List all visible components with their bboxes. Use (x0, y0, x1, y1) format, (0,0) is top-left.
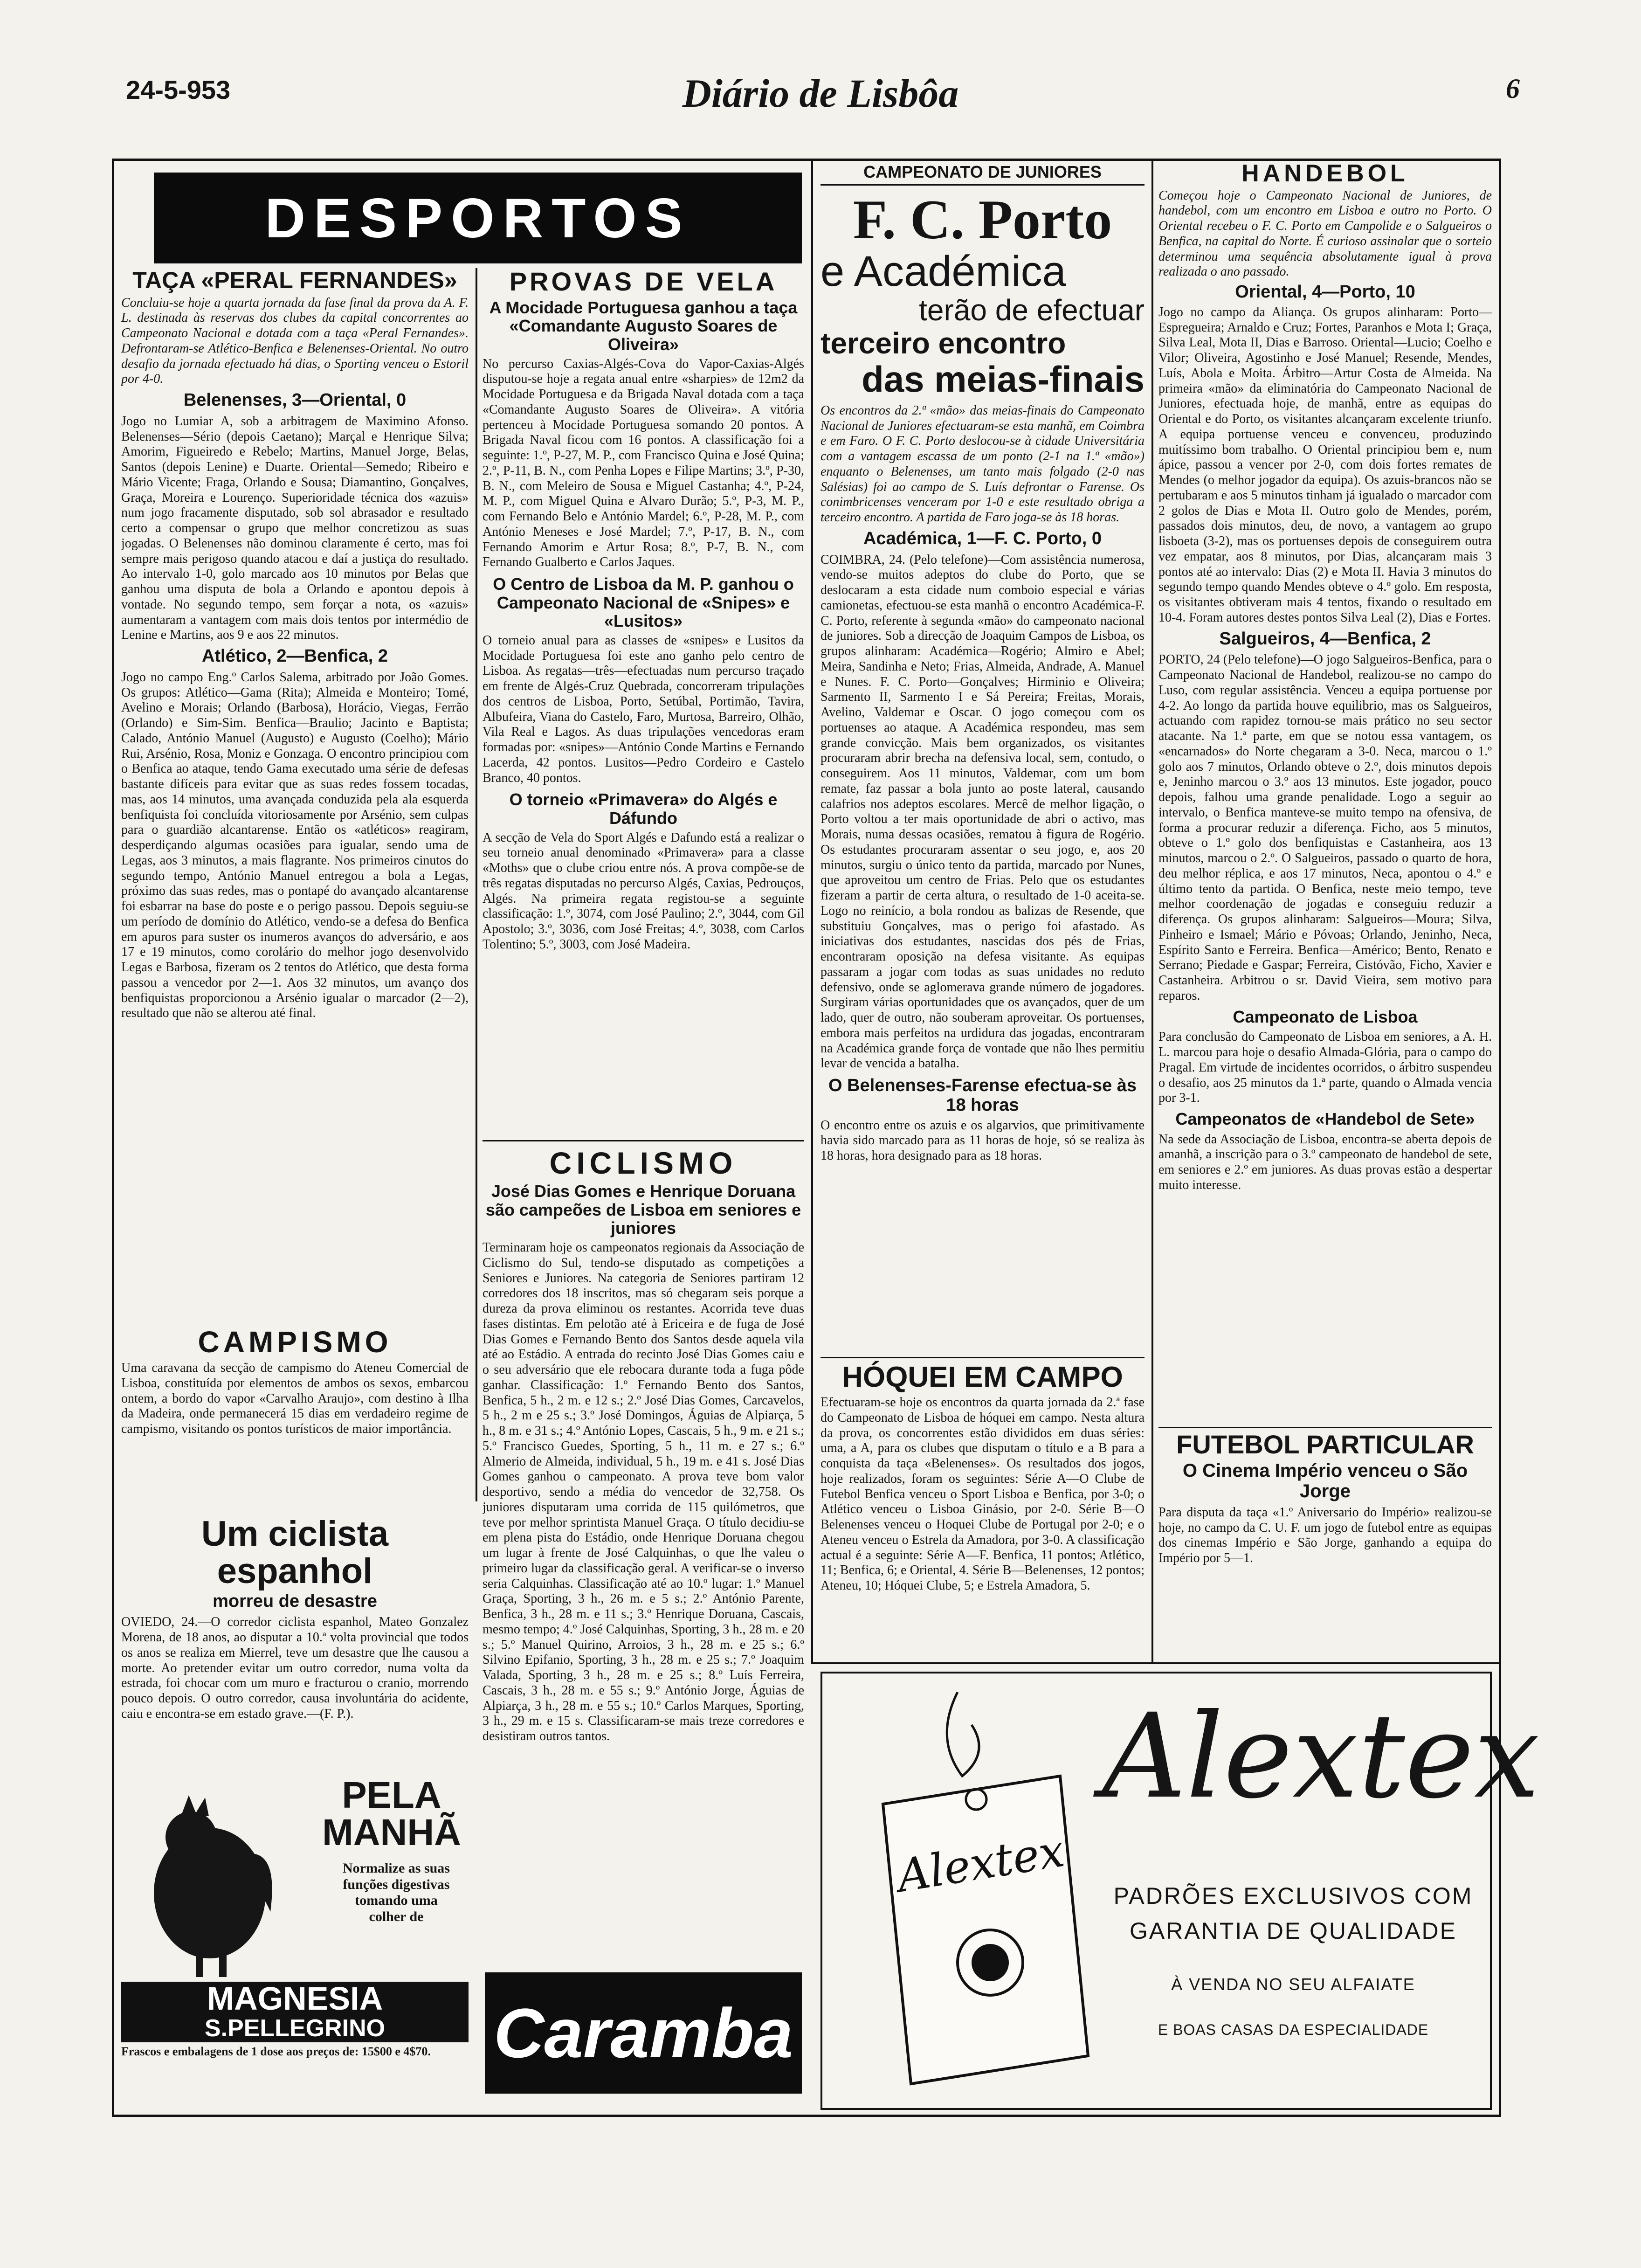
campismo-headline: CAMPISMO (198, 1327, 392, 1359)
rooster-icon (131, 1795, 284, 1982)
vela-sub2: O Centro de Lisboa da M. P. ganhou o Campeonato Nacional de «Snipes» e «Lusitos» (493, 574, 794, 631)
handebol-sub-salgueiros: Salgueiros, 4—Benfica, 2 (1219, 629, 1431, 649)
juniores-sub-academica: Académica, 1—F. C. Porto, 0 (863, 528, 1102, 548)
taca-headline: TAÇA «PERAL FERNANDES» (132, 268, 457, 293)
alextex-line3: À VENDA NO SEU ALFAIATE (1171, 1975, 1415, 1994)
newspaper-title: Diário de Lisbôa (682, 71, 959, 116)
handebol-sub-oriental: Oriental, 4—Porto, 10 (1235, 282, 1415, 302)
section-rule (811, 1662, 1501, 1664)
ciclismo-section (483, 1147, 804, 1958)
alextex-ad (820, 1672, 1540, 2110)
taca-sub-belenenses: Belenenses, 3—Oriental, 0 (183, 390, 407, 410)
page-number: 6 (1506, 73, 1520, 104)
desportos-banner: DESPORTOS (154, 173, 802, 263)
column-handebol (1158, 161, 1492, 1424)
handebol-body-oriental: Jogo no campo da Aliança. Os grupos alinharam: Porto—Espregueira; Arnaldo e Cruz; Fortes, Paranhos e Mota I; Graça, Silva Leal, Mota II, Dias e Barroso. Oriental—Lucio; Coelho e Vilor; Oliveira, Agostinho e José Manuel; Resende, Mendes, Luís, Abola e Moita. Árbitro—Artur Costa de Almeida. Na primeira «mão» da eliminatória do Campeonato Nacional de Juniores, efectuada hoje, de manhã, entre as equipas do Oriental e do Porto, os visitantes alcançaram excelente triunfo. A equipa portuense venceu e convenceu, produzindo muitíssimo bom trabalho. O Oriental principiou bem e, num ápice, passou a vencer por 2-0, com dois fortes remates de Mendes (o melhor jogador da equipa). Os azuis-brancos não se pertubaram e aos 5 minutos tinham já igualado o marcador com 2 golos de Dias e Mota II. Outro golo de Mendes, porém, passados dois minutos, deu, de novo, a vantagem ao grupo lisboeta (3-2), mas os portuenses depois de conseguirem outra vez empatar, aos 8 minutos, por Dias, alcançaram mais 3 pontos até ao intervalo: Dias (2) e Mota II. Havia 3 minutos do segundo tempo quando Mendes obteve o 4.º golo. Em resposta, os visitantes obtiveram mais 4 tentos, fixando o resultado em 10-4. Foram autores destes pontos Silva Leal (2), Dias e Fortes. (1158, 304, 1492, 625)
magnesia-brand-box (121, 1982, 469, 2042)
juniores-kicker: CAMPEONATO DE JUNIORES (820, 161, 1145, 186)
alextex-line1: PADRÕES EXCLUSIVOS COM (1113, 1883, 1473, 1909)
hoquei-section (820, 1357, 1145, 1660)
handebol-body-sete: Na sede da Associação de Lisboa, encontra-se aberta depois de amanhã, a inscrição para o 3.º campeonato de handebol de sete, em seniores e 2.º em juniores. As duas provas estão a despertar muito interesse. (1158, 1132, 1492, 1192)
hoquei-body: Efectuaram-se hoje os encontros da quarta jornada da 2.ª fase do Campeonato de Lisboa de hóquei em campo. Nesta altura da prova, os concorrentes estão divididos em duas séries: uma, a A, para os clubes que disputam o título e a B para a conquista da taça «Belenenses». Os resultados dos jogos, hoje realizados, foram os seguintes: Série A—O Clube de Futebol Benfica venceu o Sport Lisboa e Benfica, por 3-0; o Atlético venceu o Lisboa Ginásio, por 2-0. Série B—O Belenenses venceu o Hoquei Clube de Portugal por 2-0; e o Ateneu venceu o Estrela da Amadora, por 3-0. A classificação actual é a seguinte: Série A—F. Benfica, 11 pontos; Atlético, 11; Benfica, 6; e Oriental, 4. Série B—Belenenses, 12 pontos; Ateneu, 10; Hóquei Clube, 5; e Estrela Amadora, 5. (820, 1395, 1145, 1593)
juniores-headline2: e Académica (820, 247, 1066, 295)
hoquei-headline: HÓQUEI EM CAMPO (820, 1357, 1145, 1392)
column-taca (121, 268, 469, 1508)
caramba-ad: Caramba (485, 1972, 802, 2094)
issue-date: 24-5-953 (126, 75, 231, 104)
magnesia-tagline: Normalize as suas funções digestivas tomando uma colher de (343, 1860, 450, 1924)
handebol-sub-lisboa: Campeonato de Lisboa (1233, 1007, 1418, 1026)
ciclismo-body: Terminaram hoje os campeonatos regionais da Associação de Ciclismo do Sul, tendo-se disputado as competições a Seniores e Juniores. Na categoria de Seniores partiram 12 corredores dos 18 inscritos, mas só chegaram seis porque a dureza da prova eliminou os restantes. Acorrida teve duas fases distintas. Em pelotão até à Ericeira e de fuga de José Dias Gomes e Fernando Bento dos Santos desde aquela vila até ao Estádio. A entrada do recinto José Dias Gomes caiu e o seu adversário que ele rebocara durante toda a fuga pôde ganhar. Classificação: 1.º Fernando Bento dos Santos, Benfica, 5 h., 2 m. e 12 s.; 2.º José Dias Gomes, Carcavelos, 5 h., 2 m e 25 s.; 3.º José Domingos, Águias de Alpiarça, 5 h., 8 m. e 31 s.; 4.º António Lopes, Cascais, 5 h., 9 m. e 21 s.; 5.º Francisco Guedes, Sporting, 5 h., 11 m. e 27 s.; 6.º Almerio de Almeida, individual, 5 h., 19 m. e 41 s. José Dias Gomes ganhou o campeonato. A prova teve bom valor desportivo, sendo a média do vencedor de 32,758. Os juniores disputaram uma corrida de 115 quilómetros, que teve por melhor sprintista Manuel Graça. O título decidiu-se em plena pista do Estádio, onde Henrique Doruana chegou um lugar à frente de José Calquinhas, o que lhe valeu o primeiro lugar da classificação geral. A verificar-se o inverso seria Calquinhas. Classificação até ao 10.º lugar: 1.º Manuel Graça, Sporting, 3 h., 26 m. e 5 s.; 2.º António Parente, Benfica, 3 h., 28 m. e 11 s.; 3.º Henrique Doruana, Cascais, mesmo tempo; 4.º José Calquinhas, Sporting, 3 h., 28 m. e 20 s.; 5.º Manuel Quirino, Arroios, 3 h., 28 m. e 25 s.; 6.º Silvino Epifanio, Sporting, 3 h., 28 m. e 25 s.; 7.º Joaquim Valada, Sporting, 3 h., 28 m. e 25 s.; 8.º Luís Ferreira, Cascais, 3 h., 28 m. e 55 s.; 9.º António Jorge, Águias de Alpiarça, 3 h., 28 m. e 55 s.; 10.º Carlos Marques, Sporting, 3 h., 29 m. e 15 s. Classificaram-se mais treze corredores e desistiram outros tantos. (483, 1240, 804, 1744)
magnesia-ad (121, 1774, 469, 2061)
magnesia-line1: PELA (342, 1774, 441, 1816)
handebol-headline: HANDEBOL (1241, 161, 1409, 187)
taca-sub-atletico: Atlético, 2—Benfica, 2 (201, 646, 388, 666)
vela-sub: A Mocidade Portuguesa ganhou a taça «Comandante Augusto Soares de Oliveira» (489, 297, 798, 354)
juniores-headline5: das meias-finais (862, 358, 1145, 400)
futebol-section (1158, 1427, 1492, 1658)
vela-body: No percurso Caxias-Algés-Cova do Vapor-Caxias-Algés disputou-se hoje a regata anual entre «sharpies» de 12m2 da Mocidade Portuguesa e da Brigada Naval dotada com a taça «Comandante Augusto Soares de Oliveira». A vitória pertenceu à Mocidade Portuguesa somando 20 pontos. A Brigada Naval ficou com 16 pontos. A classificação foi a seguinte: 1.º, P-27, M. P., com Francisco Quina e José Quina; 2.º, P-11, B. N., com Penha Lopes e Filipe Martins; 3.º, P-30, B. N., com Meleiro de Sousa e Miguel Castanha; 4.º, P-24, M. P., com Miguel Quina e Alvaro Durão; 5.º, P-3, M. P., com Fernando Belo e António Mardel; 6.º, P-28, M. P., com António Meneses e José Mardel; 7.º, P-17, B. N., com Fernando Amorim e Artur Rosa; 8.º, P-7, B. N., com Fernando Gualberto e Carlos Jaques. (483, 356, 804, 570)
vela-body2: O torneio anual para as classes de «snipes» e Lusitos da Mocidade Portuguesa foi este ano ganho pelo centro de Lisboa. As regatas—três—efectuadas num percurso traçado em frente de Algés-Cruz Quebrada, concorreram tripulações dos centros de Lisboa, Porto, Setúbal, Portimão, Tavira, Albufeira, Viana do Castelo, Faro, Murtosa, Barreiro, Olhão, Vila Real e Lagos. As duas tripulações vencedoras eram formadas por: «snipes»—António Conde Martins e Fernando Lacerda, 42 pontos. Lusitos—Pedro Cordeiro e Castelo Branco, 40 pontos. (483, 633, 804, 785)
campismo-body: Uma caravana da secção de campismo do Ateneu Comercial de Lisboa, constituída por elementos de ambos os sexos, embarcou ontem, a bordo do vapor «Carvalho Araujo», com destino à Ilha da Madeira, onde permanecerá 15 dias em verdadeiro regime de campismo, visitando os pontos turísticos de maior importância. (121, 1361, 469, 1437)
taca-intro: Concluiu-se hoje a quarta jornada da fase final da prova da A. F. L. destinada às reservas dos clubes da capital concorrentes ao Campeonato Nacional e dotada com a taça «Peral Fernandes». Defrontaram-se Atlético-Benfica e Belenenses-Oriental. No outro desafio da jornada efectuado há dias, o Sporting venceu o Estoril por 4-0. (121, 295, 469, 387)
futebol-sub: O Cinema Império venceu o São Jorge (1182, 1460, 1468, 1501)
handebol-body-salgueiros: PORTO, 24 (Pelo telefone)—O jogo Salgueiros-Benfica, para o Campeonato Nacional de Handebol, realizou-se no campo do Luso, com regular assistência. Venceu a equipa portuense por 4-2. Ao longo da partida houve equilibrio, mas os Salgueiros, actuando com rapidez tornou-se mais prático no seu sector atacante. Na 1.ª parte, em que se notou essa vantagem, os «encarnados» do Norte chegaram a 3-0. Neca, marcou o 1.º golo aos 7 minutos, Orlando obteve o 2.º, dois minutos depois e, Jeninho marcou o 3.º aos 13 minutos. Este jogador, pouco depois, falhou uma grande penalidade. Logo a seguir ao intervalo, o Benfica manteve-se muito tempo na ofensiva, de forma a procurar reduzir a diferença. Ficho, aos 5 minutos, obteve o 1.º golo dos benfiquistas e Castanheira, aos 13 minutos, marcou o 2.º. O Salgueiros, passado o quarto de hora, deu melhor réplica, e aos 17 minutos, Neca, apontou o 4.º e último tento da partida. O Benfica, neste meio tempo, teve melhor coordenação de jogadas e conseguiu reduzir a diferença. Os grupos alinharam: Salgueiros—Moura; Silva, Pinheiro e Ismael; Mário e Póvoas; Orlando, Jeninho, Neca, Espírito Santo e Ferreira. Benfica—Américo; Bento, Renato e Serrano; Piedade e Gaspar; Ferreira, Cistóvão, Ficho, Xavier e Castanheira. Arbitrou o sr. David Vieira, sem motivo para reparos. (1158, 652, 1492, 1003)
column-vela (483, 268, 804, 1065)
alextex-brand: Alextex (1102, 1688, 1540, 1824)
magnesia-brand1: MAGNESIA (207, 1980, 383, 2017)
column-rule (1151, 161, 1153, 1662)
futebol-headline: FUTEBOL PARTICULAR (1158, 1427, 1492, 1459)
label-tag-icon (841, 1683, 1102, 2093)
handebol-sub-sete: Campeonatos de «Handebol de Sete» (1175, 1109, 1475, 1129)
magnesia-line2: MANHÃ (322, 1812, 461, 1853)
juniores-intro: Os encontros da 2.ª «mão» das meias-finais do Campeonato Nacional de Juniores efectuaram-se esta manhã, em Coimbra e em Faro. O F. C. Porto deslocou-se à cidade Universitária com a vantagem escassa de um ponto (2-1 na 1.ª «mão») enquanto o Belenenses, um tanto mais folgado (2-0 nas Salésias) foi ao campo de S. Luís defrontar o Farense. Os conimbricenses venceram por 1-0 e este resultado obriga a terceiro encontro. A partida de Faro joga-se às 18 horas. (820, 403, 1145, 525)
vela-sub3: O torneio «Primavera» do Algés e Dáfundo (509, 790, 778, 828)
handebol-body-lisboa: Para conclusão do Campeonato de Lisboa em seniores, a A. H. L. marcou para hoje o desafio Almada-Glória, para o campo do Pragal. Em virtude de incidentes ocorridos, o árbitro suspendeu o desafio, aos 25 minutos da 1.ª parte, quando o Almada vencia por 3-1. (1158, 1030, 1492, 1106)
ciclismo-sub: José Dias Gomes e Henrique Doruana são campeões de Lisboa em seniores e juniores (485, 1182, 801, 1238)
juniores-sub-belenenses: O Belenenses-Farense efectua-se às 18 horas (828, 1076, 1137, 1115)
ciclista-sub: morreu de desastre (213, 1591, 377, 1611)
campismo-section (121, 1327, 469, 1532)
taca-body-belenenses: Jogo no Lumiar A, sob a arbitragem de Maximino Afonso. Belenenses—Sério (depois Caetano); Marçal e Henrique Silva; Amorim, Figueiredo e Rebelo; Martins, Manuel Jorge, Belas, Santos (depois Lenine) e Duarte. Oriental—Semedo; Ribeiro e Mário Vicente; Fraga, Orlando e Sousa; Diamantino, Gonçalves, Graça, Moreira e Lourenço. Superioridade técnica dos «azuis» num jogo fracamente disputado, sob sol abrasador e resultado certo a compensar o grupo que melhor concretizou as suas jogadas. O Belenenses não dominou claramente é certo, mas foi sempre mais perigoso quando atacou e daí a justiça do resultado. Ao intervalo 1-0, golo marcado aos 10 minutos por Belas que ganhou uma disputa de bola a Orlando e apontou depois à vontade. No segundo tempo, sem forçar a nota, os «azuis» aumentaram a vantagem com mais dois tentos por intermédio de Lenine e Martins, aos 9 e aos 22 minutos. (121, 414, 469, 643)
column-rule (476, 268, 477, 1501)
ciclismo-headline: CICLISMO (549, 1147, 738, 1180)
ciclista-section (121, 1515, 469, 1777)
section-rule (483, 1140, 804, 1141)
futebol-body: Para disputa da taça «1.º Aniversario do Império» realizou-se hoje, no campo da C. U. F. um jogo de futebol entre as equipas dos cinemas Império e São Jorge, ganhando a equipa do Império por 5—1. (1158, 1505, 1492, 1566)
juniores-body-academica: COIMBRA, 24. (Pelo telefone)—Com assistência numerosa, vendo-se muitos adeptos do clube do Porto, que se deslocaram a esta cidade num comboio especial e várias camionetas, efectuou-se esta manhã o encontro Académica-F. C. Porto, referente à segunda «mão» do campeonato nacional de juniores. Sob a direcção de Joaquim Campos de Lisboa, os grupos alinharam: Académica—Rogério; Almiro e Abel; Meira, Sandinha e Neto; Frias, Almeida, Andrade, A. Manuel e Nunes. F. C. Porto—Gonçalves; Hirminio e Oliveira; Sarmento II, Sarmento I e Sá Pereira; Freitas, Morais, Avelino, Valdemar e Oscar. O jogo começou com os portuenses ao ataque. A Académica respondeu, mas sem grande convicção. Mais bem organizados, os visitantes procuraram abrir brecha na defensiva local, sem, contudo, o conseguirem. Aos 11 minutos, Valdemar, com um bom remate, faz passar a bola junto ao poste lateral, causando calafrios nos adeptos escolares. Mercê de melhor ligação, o Porto voltou a ter mais oportunidade de abri o activo, mas Morais, numa dessas ocasiões, rematou à figura de Rogério. Os estudantes procuraram assentar o seu jogo, e, aos 20 minutos, surgiu o único tento da partida, marcado por Nunes, que aproveitou um centro de Frias. Pelo que os estudantes fizeram a partir de certa altura, o resultado de 1-0 aceita-se. Logo no reinício, a bola rondou as balizas de Resende, que substituiu Gonçalves, mas o perigo foi afastado. As iniciativas dos estudantes, nascidas dos pés de Frias, encontraram oposição na defesa visitante. As equipas passaram a jogar com todas as suas unidades no reduto defensivo, onde se aglomerava grande número de jogadores. Surgiram várias oportunidades que os avançados, quer de um lado, quer de outro, não souberam aproveitar. Os portuenses, embora mais perfeitos na urdidura das jogadas, encontraram na Académica grande força de vontade que não lhes permitiu levar de vencida a batalha. (820, 552, 1145, 1071)
juniores-headline4: terceiro encontro (820, 326, 1066, 360)
magnesia-brand2: S.PELLEGRINO (204, 2015, 386, 2042)
handebol-intro: Começou hoje o Campeonato Nacional de Juniores, de handebol, com um encontro em Lisboa e outro no Porto. O Oriental recebeu o F. C. Porto em Campolide e o Salgueiros o Benfica, na capital do Norte. É curioso assinalar que o sorteio determinou uma sequência absolutamente igual à prova realizada o ano passado. (1158, 188, 1492, 279)
juniores-body-belenenses: O encontro entre os azuis e os algarvios, que primitivamente havia sido marcado para as 11 horas de hoje, só se realiza às 18 horas, hora designado para as 18 horas. (820, 1118, 1145, 1163)
alextex-line2: GARANTIA DE QUALIDADE (1129, 1918, 1457, 1944)
ciclista-body: OVIEDO, 24.—O corredor ciclista espanhol, Mateo Gonzalez Morena, de 18 anos, ao disputar a 10.ª volta provincial que todos os anos se realiza em Mierrel, teve um desastre que lhe causou a morte. Ao pretender evitar um outro corredor, numa volta da estrada, foi chocar com um muro e fracturou o cranio, morrendo pouco depois. O outro corredor, causa involuntária do acidente, caiu e encontra-se em estado grave.—(F. P.). (121, 1615, 469, 1721)
juniores-headline1: F. C. Porto (853, 188, 1112, 250)
column-rule (811, 161, 813, 1662)
magnesia-price: Frascos e embalagens de 1 dose aos preços de: 15$00 e 4$70. (121, 2045, 431, 2058)
vela-body3: A secção de Vela do Sport Algés e Dafundo está a realizar o seu torneio anual denominado «Primavera» para a classe «Moths» que o clube criou entre nós. A prova compõe-se de três regatas disputadas no percurso Algés, Caxias, Pedrouços, Algés. Na primeira regata registou-se a seguinte classificação: 1.º, 3074, com José Paulino; 2.º, 3044, com Gil Apostolo; 3.º, 3036, com José Freitas; 4.º, 3038, com Carlos Tolentino; 5.º, 3003, com José Madeira. (483, 830, 804, 952)
taca-body-atletico: Jogo no campo Eng.º Carlos Salema, arbitrado por João Gomes. Os grupos: Atlético—Gama (Rita); Almeida e Monteiro; Tomé, Avelino e Morais; Orlando (Barbosa), Horácio, Viegas, Ferrão (Orlando) e Sim-Sim. Benfica—Braulio; Jacinto e Baptista; Calado, António Manuel (Augusto) e Augusto (Coelho); Mário Rui, Arsénio, Rosa, Moniz e Gonzaga. O encontro principiou com o Benfica ao ataque, tendo Gama executado uma série de defesas bastante difíceis para evitar que as suas redes fossem tocadas, mas, aos 14 minutos, uma avançada conduzida pela ala esquerda benfiquista foi concluída vitoriosamente por Arsénio, sem culpas para o guardião alcantarense. Então os «atléticos» reagiram, desperdiçando algumas ocasiões para igualar, sendo uma de Legas, aos 3 minutos, a mais flagrante. Nos primeiros cinutos do segundo tempo, António Manuel entregou a bola a Legas, próximo das suas redes, mas o pontapé do avançado alcantarense foi esbarrar na base do poste e o perigo passou. Depois seguiu-se um período de domínio do Atlético, vendo-se a defesa do Benfica em apuros para suster os inumeros avanços do adversário, e aos 17 e 19 minutos, como corolário do melhor jogo desenvolvido Legas e Barbosa, fizeram os 2 tentos do Atlético, que desta forma passou a vencedor por 2—1. Aos 32 minutos, um avanço dos benfiquistas proporcionou a Arsénio igualar o marcador (2—2), resultado que não se alterou até final. (121, 670, 469, 1021)
ciclista-headline: Um ciclista espanhol (201, 1515, 389, 1591)
alextex-line4: E BOAS CASAS DA ESPECIALIDADE (1158, 2021, 1429, 2038)
masthead (0, 70, 1641, 116)
tag-brand-text: Alextex (894, 1824, 1068, 1902)
vela-headline: PROVAS DE VELA (509, 268, 778, 296)
juniores-headline3: terão de efectuar (919, 293, 1145, 327)
